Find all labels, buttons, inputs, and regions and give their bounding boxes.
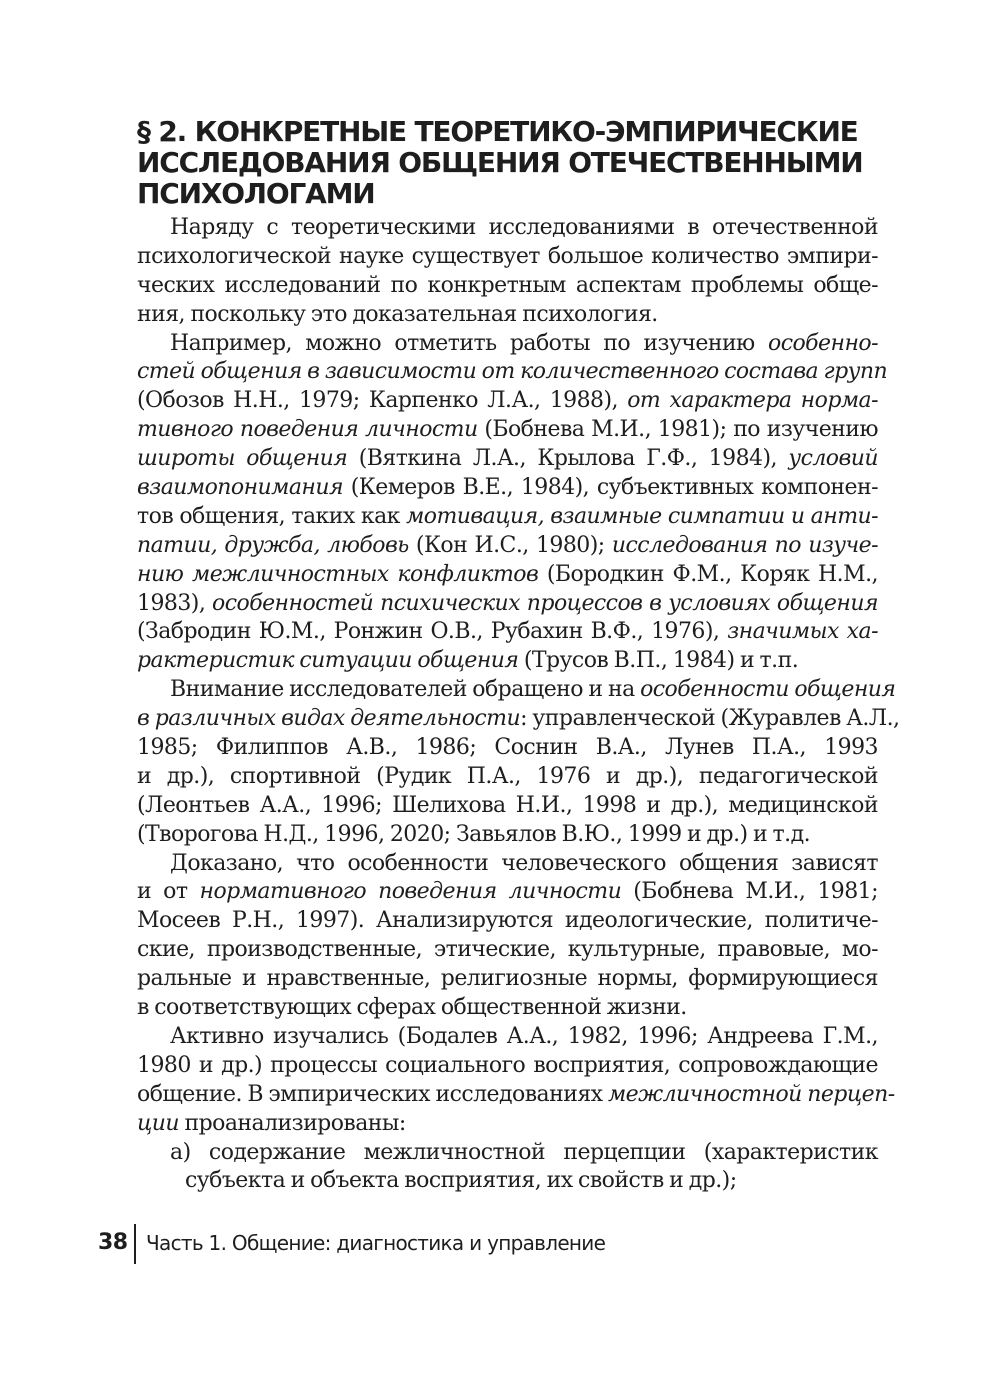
list-item: субъекта и объекта восприятия, их свойств и др.); bbox=[185, 1168, 737, 1194]
text-line: тов общения, таких как мотивация, взаимные симпатии и анти- bbox=[137, 503, 879, 529]
text-line: общение. В эмпирических исследованиях межличностной перцеп- bbox=[137, 1081, 895, 1107]
text-line: широты общения (Вяткина Л.А., Крылова Г.Ф., 1984), условий bbox=[137, 446, 878, 472]
body-text bbox=[137, 214, 900, 1196]
text-line: 1983), особенностей психических процессов в условиях общения bbox=[137, 590, 878, 616]
text-line: взаимопонимания (Кемеров В.Е., 1984), субъективных компонен- bbox=[137, 475, 878, 501]
running-title: Часть 1. Общение: диагностика и управление bbox=[146, 1231, 606, 1255]
text-line: (Творогова Н.Д., 1996, 2020; Завьялов В.Ю., 1999 и др.) и т.д. bbox=[137, 821, 811, 847]
text-line: 1985; Филиппов А.В., 1986; Соснин В.А., Лунев П.А., 1993 bbox=[137, 735, 878, 761]
footer-divider bbox=[134, 1224, 136, 1264]
text-line: Мосеев Р.Н., 1997). Анализируются идеологические, политиче- bbox=[137, 908, 878, 934]
text-line: нию межличностных конфликтов (Бородкин Ф.М., Коряк Н.М., bbox=[137, 561, 878, 587]
text-line: (Обозов Н.Н., 1979; Карпенко Л.А., 1988), от характера норма- bbox=[137, 388, 878, 414]
text-line: Активно изучались (Бодалев А.А., 1982, 1996; Андреева Г.М., bbox=[170, 1023, 878, 1049]
text-line: ральные и нравственные, религиозные нормы, формирующиеся bbox=[137, 966, 878, 992]
text-line: (Забродин Ю.М., Ронжин О.В., Рубахин В.Ф., 1976), значимых ха- bbox=[137, 619, 878, 645]
list-item: а) содержание межличностной перцепции (характеристик bbox=[170, 1139, 878, 1165]
text-line: стей общения в зависимости от количественного состава групп bbox=[137, 359, 888, 385]
heading-line: § 2. КОНКРЕТНЫЕ ТЕОРЕТИКО-ЭМПИРИЧЕСКИЕ bbox=[137, 115, 858, 148]
text-line: Наряду с теоретическими исследованиями в отечественной bbox=[170, 215, 878, 240]
text-line: патии, дружба, любовь (Кон И.С., 1980); исследования по изуче- bbox=[137, 532, 878, 558]
text-line: Внимание исследователей обращено и на особенности общения bbox=[170, 677, 896, 703]
text-line: и др.), спортивной (Рудик П.А., 1976 и др.), педагогической bbox=[137, 763, 878, 789]
text-line: тивного поведения личности (Бобнева М.И., 1981); по изучению bbox=[137, 417, 878, 443]
heading-line: ПСИХОЛОГАМИ bbox=[137, 177, 375, 210]
text-line: ские, производственные, этические, культурные, правовые, мо- bbox=[137, 937, 878, 963]
text-line: психологической науке существует большое количество эмпири- bbox=[137, 243, 878, 269]
text-line: и от нормативного поведения личности (Бобнева М.И., 1981; bbox=[137, 879, 878, 905]
page-number: 38 bbox=[98, 1230, 128, 1255]
text-line: (Леонтьев А.А., 1996; Шелихова Н.И., 1998 и др.), медицинской bbox=[137, 792, 878, 818]
text-line: ния, поскольку это доказательная психология. bbox=[137, 301, 658, 327]
text-line: рактеристик ситуации общения (Трусов В.П., 1984) и т.п. bbox=[137, 648, 799, 674]
text-line: Например, можно отметить работы по изучению особенно- bbox=[170, 330, 878, 356]
text-line: в соответствующих сферах общественной жизни. bbox=[137, 995, 687, 1021]
text-line: ции проанализированы: bbox=[137, 1110, 406, 1136]
text-line: ческих исследований по конкретным аспектам проблемы обще- bbox=[137, 272, 878, 298]
text-line: в различных видах деятельности: управленческой (Журавлев А.Л., bbox=[137, 706, 900, 732]
heading-line: ИССЛЕДОВАНИЯ ОБЩЕНИЯ ОТЕЧЕСТВЕННЫМИ bbox=[137, 146, 863, 179]
text-line: 1980 и др.) процессы социального восприятия, сопровождающие bbox=[137, 1052, 878, 1078]
section-heading bbox=[137, 116, 897, 209]
text-line: Доказано, что особенности человеческого общения зависят bbox=[170, 850, 878, 876]
